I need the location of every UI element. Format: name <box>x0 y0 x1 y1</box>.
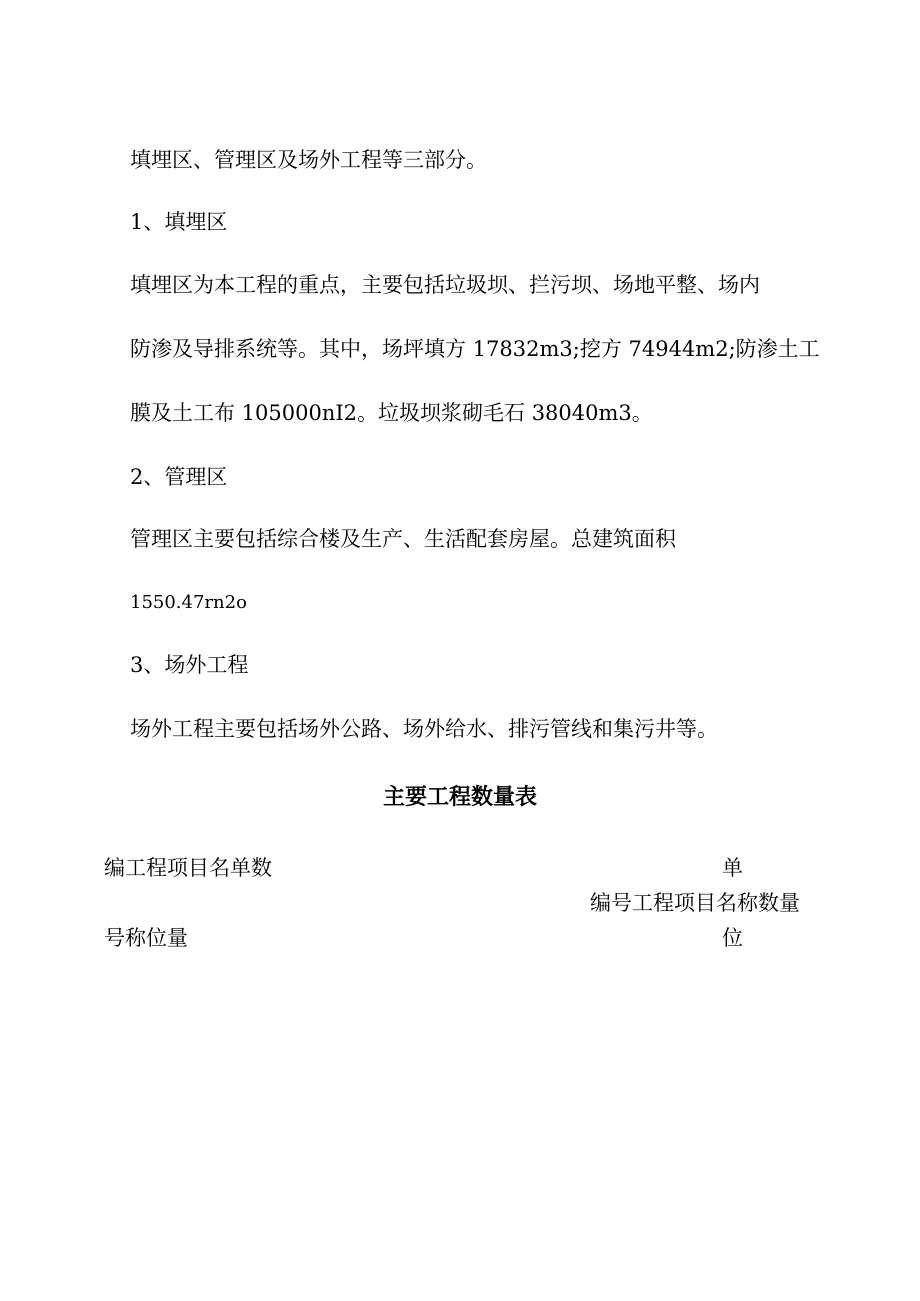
table-header-right-middle: 编号工程项目名称数量 <box>590 891 800 915</box>
paragraph-intro-line: 填埋区、管理区及场外工程等三部分。 <box>130 148 487 172</box>
table-header-right-bottom: 位 <box>722 926 743 950</box>
paragraph-offsite-line: 场外工程主要包括场外公路、场外给水、排污管线和集污井等。 <box>130 717 718 741</box>
table-title: 主要工程数量表 <box>382 784 537 810</box>
paragraph-management-line-1: 管理区主要包括综合楼及生产、生活配套房屋。总建筑面积 <box>130 527 676 551</box>
table-header-right-top: 单 <box>722 856 743 880</box>
paragraph-landfill-line-1: 填埋区为本工程的重点，主要包括垃圾坝、拦污坝、场地平整、场内 <box>130 273 760 297</box>
paragraph-landfill-line-2: 防渗及导排系统等。其中，场坪填方 17832m3;挖方 74944m2;防渗土工 <box>130 337 820 361</box>
section-heading-landfill: 1、填埋区 <box>130 210 228 234</box>
paragraph-landfill-line-3: 膜及土工布 105000nI2。垃圾坝浆砌毛石 38040m3。 <box>130 401 653 425</box>
section-heading-offsite: 3、场外工程 <box>130 653 249 677</box>
table-header-left-top: 编工程项目名单数 <box>104 856 272 880</box>
table-header-left-bottom: 号称位量 <box>104 926 188 950</box>
section-heading-management: 2、管理区 <box>130 465 228 489</box>
paragraph-management-line-2: 1550.47rn2o <box>130 592 247 613</box>
